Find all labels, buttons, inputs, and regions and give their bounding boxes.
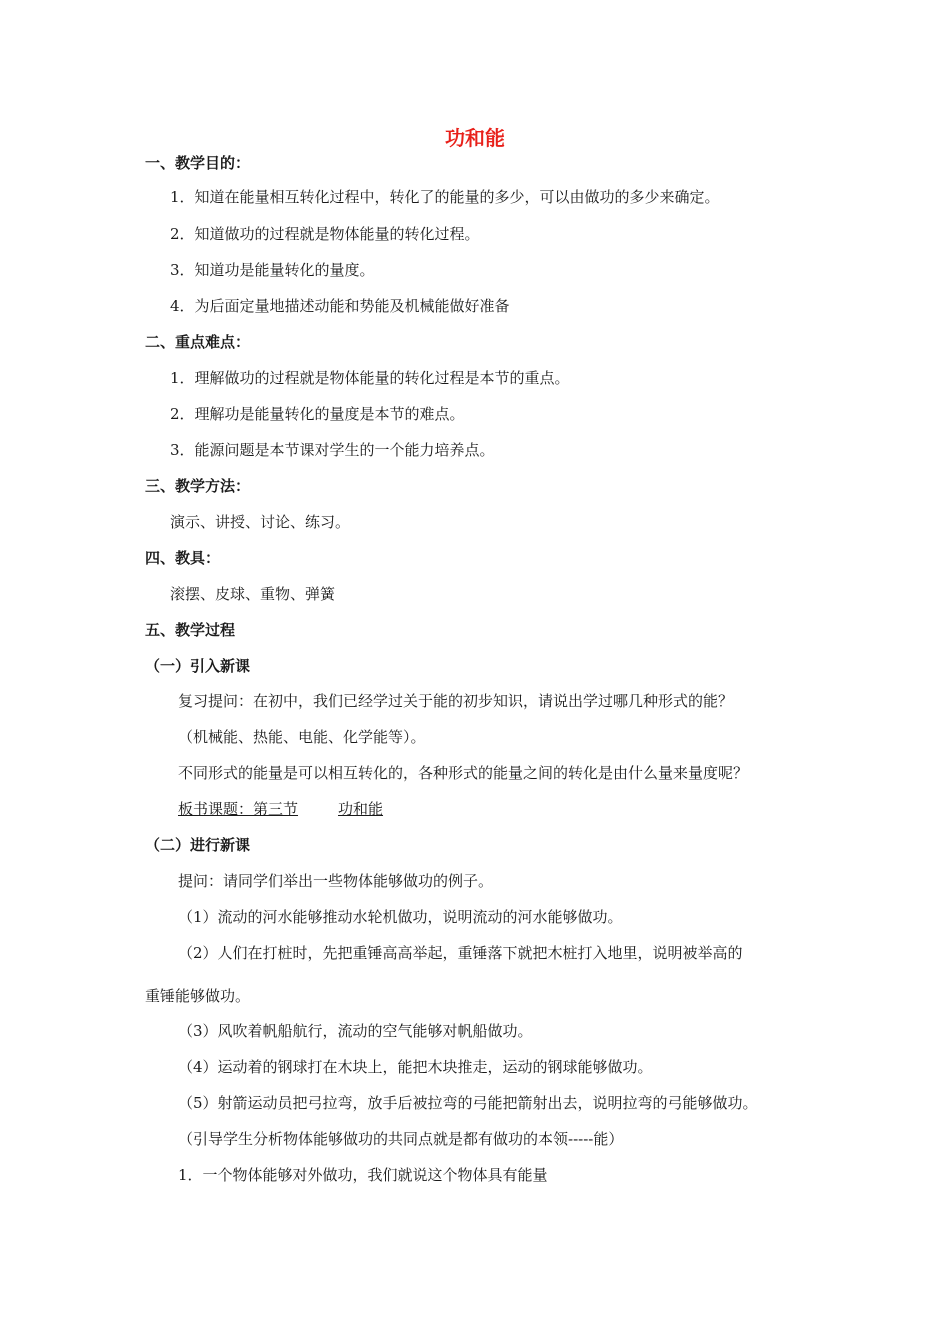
subsection-heading-intro: （一）引入新课 xyxy=(145,657,251,675)
section-heading-tools: 四、教具： xyxy=(145,549,221,567)
objective-item-2: 2．知道做功的过程就是物体能量的转化过程。 xyxy=(170,225,480,243)
intro-transition-question: 不同形式的能量是可以相互转化的，各种形式的能量之间的转化是由什么量来量度呢？ xyxy=(178,764,749,782)
section-heading-process: 五、教学过程 xyxy=(145,621,236,639)
example-4: （4）运动着的钢球打在木块上，能把木块推走，运动的钢球能够做功。 xyxy=(178,1058,653,1076)
conclusion-1: 1．一个物体能够对外做功，我们就说这个物体具有能量 xyxy=(178,1166,548,1184)
example-2-line-2: 重锤能够做功。 xyxy=(145,987,251,1005)
board-title-spacer xyxy=(298,799,338,819)
intro-answer: （机械能、热能、电能、化学能等）。 xyxy=(178,728,426,746)
section-heading-objectives: 一、教学目的： xyxy=(145,154,251,172)
section-heading-key-points: 二、重点难点： xyxy=(145,333,251,351)
objective-item-3: 3．知道功是能量转化的量度。 xyxy=(170,261,375,279)
intro-review-question: 复习提问：在初中，我们已经学过关于能的初步知识，请说出学过哪几种形式的能？ xyxy=(178,692,734,710)
key-point-item-1: 1．理解做功的过程就是物体能量的转化过程是本节的重点。 xyxy=(170,369,570,387)
objective-item-4: 4．为后面定量地描述动能和势能及机械能做好准备 xyxy=(170,297,510,315)
example-5: （5）射箭运动员把弓拉弯，放手后被拉弯的弓能把箭射出去，说明拉弯的弓能够做功。 xyxy=(178,1094,758,1112)
objective-item-1: 1．知道在能量相互转化过程中，转化了的能量的多少，可以由做功的多少来确定。 xyxy=(170,188,720,206)
tools-text: 滚摆、皮球、重物、弹簧 xyxy=(170,585,336,603)
example-1: （1）流动的河水能够推动水轮机做功，说明流动的河水能够做功。 xyxy=(178,908,623,926)
example-3: （3）风吹着帆船航行，流动的空气能够对帆船做功。 xyxy=(178,1022,533,1040)
document-title: 功和能 xyxy=(445,126,505,150)
board-title-lesson: 板书课题：第三节 xyxy=(178,800,299,818)
key-point-item-2: 2．理解功是能量转化的量度是本节的难点。 xyxy=(170,405,465,423)
section-heading-methods: 三、教学方法： xyxy=(145,477,251,495)
key-point-item-3: 3．能源问题是本节课对学生的一个能力培养点。 xyxy=(170,441,495,459)
example-2-line-1: （2）人们在打桩时，先把重锤高高举起，重锤落下就把木桩打入地里，说明被举高的 xyxy=(178,944,743,962)
methods-text: 演示、讲授、讨论、练习。 xyxy=(170,513,351,531)
board-title-topic: 功和能 xyxy=(338,800,384,818)
new-lesson-question: 提问：请同学们举出一些物体能够做功的例子。 xyxy=(178,872,494,890)
subsection-heading-new-lesson: （二）进行新课 xyxy=(145,836,251,854)
board-title xyxy=(178,799,383,819)
guide-note: （引导学生分析物体能够做功的共同点就是都有做功的本领-----能） xyxy=(178,1130,624,1148)
